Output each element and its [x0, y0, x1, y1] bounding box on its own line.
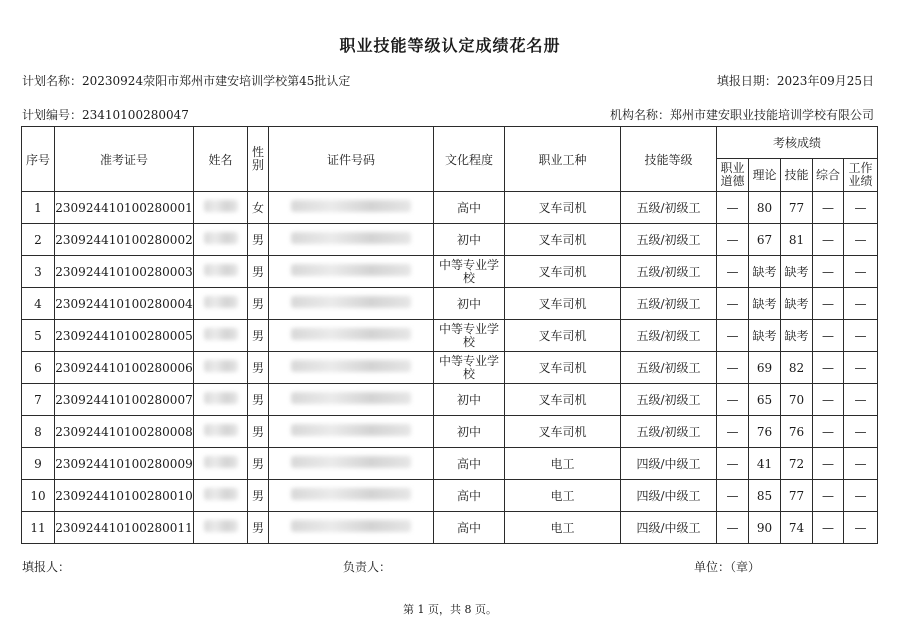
cell-gender: 男	[248, 384, 269, 416]
cell-level: 五级/初级工	[621, 224, 717, 256]
cell-work: —	[844, 384, 878, 416]
cell-education: 初中	[434, 384, 505, 416]
cell-job: 叉车司机	[505, 224, 621, 256]
cell-level: 五级/初级工	[621, 384, 717, 416]
cell-seq: 11	[22, 512, 55, 544]
header-overall: 综合	[813, 159, 844, 192]
cell-seq: 7	[22, 384, 55, 416]
cell-education: 高中	[434, 448, 505, 480]
cell-education: 高中	[434, 192, 505, 224]
cell-work: —	[844, 192, 878, 224]
cell-education: 中等专业学校	[434, 352, 505, 384]
cell-seq: 9	[22, 448, 55, 480]
cell-job: 电工	[505, 512, 621, 544]
leader-label: 负责人：	[343, 560, 392, 574]
cell-name-redacted	[194, 224, 248, 256]
cell-ethics: —	[717, 416, 749, 448]
header-theory: 理论	[749, 159, 781, 192]
cell-gender: 男	[248, 288, 269, 320]
cell-overall: —	[813, 192, 844, 224]
table-row	[22, 416, 878, 448]
cell-name-redacted	[194, 448, 248, 480]
cell-level: 五级/初级工	[621, 192, 717, 224]
cell-ethics: —	[717, 352, 749, 384]
cell-name-redacted	[194, 480, 248, 512]
redaction-blur	[291, 264, 411, 276]
header-skill: 技能	[781, 159, 813, 192]
table-row	[22, 352, 878, 384]
cell-overall: —	[813, 448, 844, 480]
cell-name-redacted	[194, 320, 248, 352]
cell-ticket: 230924410100280007	[55, 384, 194, 416]
cell-id-redacted	[269, 480, 434, 512]
redaction-blur	[291, 232, 411, 244]
table-row	[22, 480, 878, 512]
cell-education: 中等专业学校	[434, 320, 505, 352]
cell-id-redacted	[269, 448, 434, 480]
header-ticket: 准考证号	[55, 127, 194, 192]
cell-overall: —	[813, 320, 844, 352]
header-level: 技能等级	[621, 127, 717, 192]
cell-ethics: —	[717, 480, 749, 512]
cell-theory: 缺考	[749, 256, 781, 288]
cell-job: 叉车司机	[505, 288, 621, 320]
cell-id-redacted	[269, 384, 434, 416]
cell-ethics: —	[717, 320, 749, 352]
cell-ethics: —	[717, 512, 749, 544]
score-roster-table	[21, 126, 878, 544]
cell-job: 叉车司机	[505, 416, 621, 448]
cell-job: 叉车司机	[505, 192, 621, 224]
cell-job: 叉车司机	[505, 384, 621, 416]
redaction-blur	[291, 200, 411, 212]
cell-overall: —	[813, 224, 844, 256]
cell-level: 五级/初级工	[621, 320, 717, 352]
cell-education: 初中	[434, 288, 505, 320]
header-job: 职业工种	[505, 127, 621, 192]
cell-ticket: 230924410100280004	[55, 288, 194, 320]
cell-job: 电工	[505, 448, 621, 480]
cell-gender: 女	[248, 192, 269, 224]
cell-skill: 76	[781, 416, 813, 448]
cell-level: 五级/初级工	[621, 352, 717, 384]
cell-job: 叉车司机	[505, 352, 621, 384]
table-row	[22, 224, 878, 256]
cell-overall: —	[813, 288, 844, 320]
cell-job: 叉车司机	[505, 256, 621, 288]
cell-theory: 67	[749, 224, 781, 256]
redaction-blur	[204, 520, 238, 532]
cell-ethics: —	[717, 448, 749, 480]
table-row	[22, 256, 878, 288]
cell-ticket: 230924410100280006	[55, 352, 194, 384]
cell-name-redacted	[194, 384, 248, 416]
redaction-blur	[204, 200, 238, 212]
cell-level: 四级/中级工	[621, 512, 717, 544]
cell-seq: 3	[22, 256, 55, 288]
cell-level: 五级/初级工	[621, 416, 717, 448]
cell-id-redacted	[269, 512, 434, 544]
redaction-blur	[204, 328, 238, 340]
cell-work: —	[844, 256, 878, 288]
table-row	[22, 384, 878, 416]
cell-name-redacted	[194, 416, 248, 448]
cell-level: 五级/初级工	[621, 256, 717, 288]
cell-theory: 85	[749, 480, 781, 512]
unit-stamp-label: 单位：（章）	[694, 560, 761, 574]
cell-skill: 82	[781, 352, 813, 384]
plan-number: 计划编号：23410100280047	[22, 108, 189, 122]
cell-gender: 男	[248, 224, 269, 256]
cell-id-redacted	[269, 192, 434, 224]
redaction-blur	[291, 328, 411, 340]
cell-ethics: —	[717, 384, 749, 416]
redaction-blur	[291, 360, 411, 372]
cell-work: —	[844, 352, 878, 384]
cell-gender: 男	[248, 320, 269, 352]
cell-ethics: —	[717, 224, 749, 256]
cell-gender: 男	[248, 512, 269, 544]
redaction-blur	[204, 456, 238, 468]
cell-name-redacted	[194, 512, 248, 544]
cell-skill: 72	[781, 448, 813, 480]
table-row	[22, 512, 878, 544]
redaction-blur	[204, 424, 238, 436]
redaction-blur	[204, 488, 238, 500]
header-work: 工作业绩	[844, 159, 878, 192]
cell-name-redacted	[194, 288, 248, 320]
cell-work: —	[844, 224, 878, 256]
cell-ticket: 230924410100280010	[55, 480, 194, 512]
cell-work: —	[844, 320, 878, 352]
cell-gender: 男	[248, 256, 269, 288]
cell-skill: 70	[781, 384, 813, 416]
cell-id-redacted	[269, 288, 434, 320]
cell-skill: 77	[781, 192, 813, 224]
cell-ticket: 230924410100280005	[55, 320, 194, 352]
redaction-blur	[204, 296, 238, 308]
cell-skill: 缺考	[781, 256, 813, 288]
filler-label: 填报人：	[22, 560, 71, 574]
cell-ethics: —	[717, 256, 749, 288]
header-education: 文化程度	[434, 127, 505, 192]
cell-theory: 76	[749, 416, 781, 448]
cell-skill: 77	[781, 480, 813, 512]
table-row	[22, 192, 878, 224]
redaction-blur	[204, 392, 238, 404]
cell-seq: 8	[22, 416, 55, 448]
cell-job: 叉车司机	[505, 320, 621, 352]
plan-name: 计划名称：20230924荥阳市郑州市建安培训学校第45批认定	[22, 74, 351, 88]
cell-overall: —	[813, 416, 844, 448]
cell-education: 中等专业学校	[434, 256, 505, 288]
cell-ethics: —	[717, 288, 749, 320]
table-row	[22, 320, 878, 352]
cell-id-redacted	[269, 352, 434, 384]
table-row	[22, 448, 878, 480]
cell-theory: 65	[749, 384, 781, 416]
cell-skill: 缺考	[781, 320, 813, 352]
cell-gender: 男	[248, 416, 269, 448]
cell-work: —	[844, 480, 878, 512]
cell-theory: 缺考	[749, 320, 781, 352]
cell-id-redacted	[269, 256, 434, 288]
cell-theory: 90	[749, 512, 781, 544]
cell-overall: —	[813, 352, 844, 384]
header-id-number: 证件号码	[269, 127, 434, 192]
cell-theory: 80	[749, 192, 781, 224]
table-row	[22, 288, 878, 320]
redaction-blur	[291, 296, 411, 308]
cell-id-redacted	[269, 224, 434, 256]
header-assessment: 考核成绩	[717, 127, 878, 159]
header-ethics: 职业道德	[717, 159, 749, 192]
redaction-blur	[204, 264, 238, 276]
fill-date: 填报日期：2023年09月25日	[716, 74, 874, 88]
redaction-blur	[291, 456, 411, 468]
cell-gender: 男	[248, 352, 269, 384]
cell-name-redacted	[194, 352, 248, 384]
cell-name-redacted	[194, 256, 248, 288]
cell-seq: 10	[22, 480, 55, 512]
cell-overall: —	[813, 512, 844, 544]
cell-work: —	[844, 416, 878, 448]
cell-level: 五级/初级工	[621, 288, 717, 320]
cell-skill: 81	[781, 224, 813, 256]
cell-overall: —	[813, 256, 844, 288]
cell-gender: 男	[248, 448, 269, 480]
cell-seq: 6	[22, 352, 55, 384]
redaction-blur	[291, 424, 411, 436]
cell-level: 四级/中级工	[621, 480, 717, 512]
cell-overall: —	[813, 384, 844, 416]
cell-work: —	[844, 448, 878, 480]
cell-seq: 1	[22, 192, 55, 224]
cell-education: 高中	[434, 512, 505, 544]
cell-ticket: 230924410100280008	[55, 416, 194, 448]
cell-id-redacted	[269, 320, 434, 352]
cell-ticket: 230924410100280011	[55, 512, 194, 544]
cell-education: 初中	[434, 416, 505, 448]
redaction-blur	[291, 488, 411, 500]
redaction-blur	[204, 232, 238, 244]
cell-gender: 男	[248, 480, 269, 512]
cell-skill: 74	[781, 512, 813, 544]
document-title: 职业技能等级认定成绩花名册	[339, 36, 561, 55]
cell-ethics: —	[717, 192, 749, 224]
cell-seq: 2	[22, 224, 55, 256]
cell-ticket: 230924410100280002	[55, 224, 194, 256]
cell-name-redacted	[194, 192, 248, 224]
cell-ticket: 230924410100280009	[55, 448, 194, 480]
cell-theory: 41	[749, 448, 781, 480]
cell-seq: 5	[22, 320, 55, 352]
cell-job: 电工	[505, 480, 621, 512]
redaction-blur	[291, 392, 411, 404]
cell-skill: 缺考	[781, 288, 813, 320]
cell-education: 高中	[434, 480, 505, 512]
header-seq: 序号	[22, 127, 55, 192]
cell-work: —	[844, 288, 878, 320]
redaction-blur	[204, 360, 238, 372]
cell-ticket: 230924410100280001	[55, 192, 194, 224]
cell-seq: 4	[22, 288, 55, 320]
cell-theory: 缺考	[749, 288, 781, 320]
cell-work: —	[844, 512, 878, 544]
header-name: 姓名	[194, 127, 248, 192]
cell-overall: —	[813, 480, 844, 512]
roster-body	[22, 192, 878, 544]
cell-ticket: 230924410100280003	[55, 256, 194, 288]
cell-education: 初中	[434, 224, 505, 256]
organization-name: 机构名称：郑州市建安职业技能培训学校有限公司	[609, 108, 874, 122]
cell-theory: 69	[749, 352, 781, 384]
page-indicator: 第 1 页，共 8 页。	[403, 603, 497, 616]
cell-id-redacted	[269, 416, 434, 448]
cell-level: 四级/中级工	[621, 448, 717, 480]
header-gender: 性别	[248, 127, 269, 192]
redaction-blur	[291, 520, 411, 532]
